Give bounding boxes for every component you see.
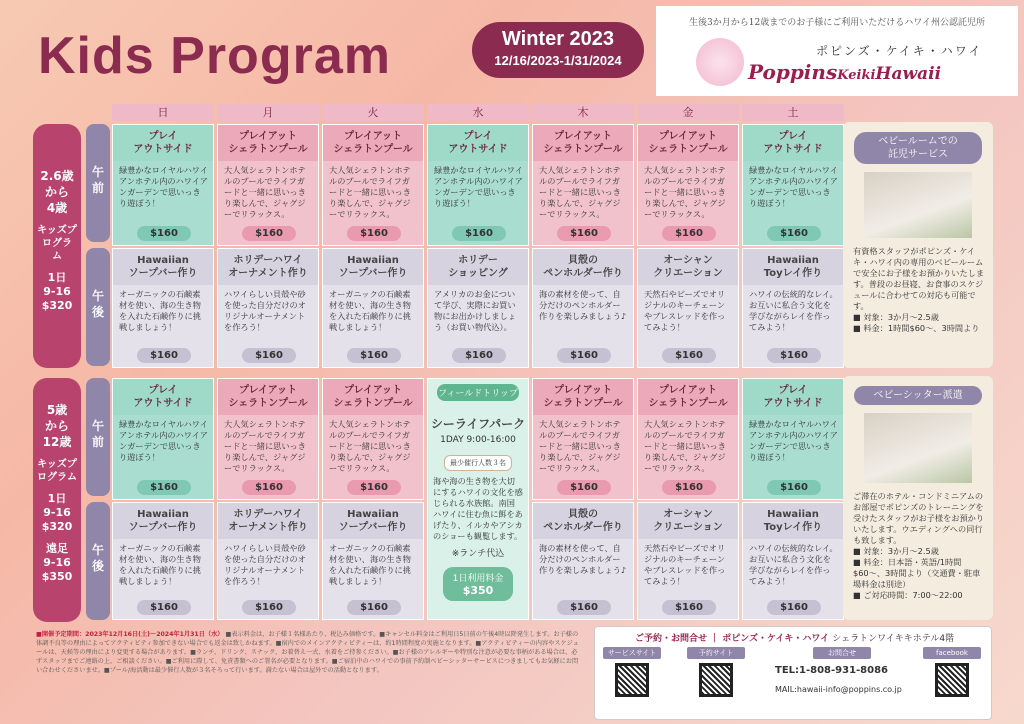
field-trip-min: 最少催行人数３名	[444, 455, 512, 471]
activity-price: $160	[557, 480, 611, 495]
facebook-button[interactable]: facebook	[923, 647, 981, 659]
activity-cell	[322, 378, 424, 500]
activity-title: プレイ アウトサイド	[113, 125, 213, 161]
activity-text: 大人気シェラトンホテルのプールでライフガードと一緒に思いっきり楽しんで、ジャグジーでリラックス。	[224, 165, 306, 219]
activity-price: $160	[137, 480, 191, 495]
activity-text: 緑豊かなロイヤルハワイアンホテル内のハワイアンガーデンで思いっきり遊ぼう！	[434, 165, 523, 208]
contact-phone: TEL:1-808-931-8086	[775, 665, 889, 676]
activity-title: オーシャン クリエーション	[638, 503, 738, 539]
babysitter-photo	[864, 413, 972, 483]
activity-price: $160	[662, 600, 716, 615]
activity-text: オーガニックの石鹸素材を使い、海の生き物を入れた石鹸作りに挑戦しましょう！	[119, 543, 201, 586]
activity-cell	[112, 248, 214, 368]
field-trip-name: シーライフパーク	[430, 417, 526, 431]
activity-price: $160	[347, 480, 401, 495]
activity-price: $160	[662, 348, 716, 363]
activity-title: Hawaiian ソープバー作り	[113, 249, 213, 285]
activity-price: $160	[557, 600, 611, 615]
group1-program: キッズプ ログラ ム	[37, 225, 77, 262]
field-trip-price-label: 1日利用料金	[452, 574, 504, 584]
activity-title: オーシャン クリエーション	[638, 249, 738, 285]
session-label: 午 前	[86, 378, 110, 496]
activity-title: Hawaiian Toyレイ作り	[743, 503, 843, 539]
session-label: 午 前	[86, 124, 110, 242]
activity-text: 緑豊かなロイヤルハワイアンホテル内のハワイアンガーデンで思いっきり遊ぼう！	[749, 165, 838, 208]
poppins-logo-icon	[696, 38, 744, 86]
activity-cell	[217, 124, 319, 246]
day-header: 金	[637, 104, 739, 121]
activity-price: $160	[452, 226, 506, 241]
activity-price: $160	[767, 480, 821, 495]
contact-title	[635, 631, 991, 644]
field-trip-text: 海や海の生き物を大切にするハワイの文化を感じられる水族館。南国ハワイに住む魚に餌をあげたり、イルカやアシカのショーも観覧します。	[433, 476, 523, 541]
season-badge	[472, 22, 644, 78]
footer-lead: ■開催予定期間：2023年12月16日(土)〜2024年1月31日（水）	[36, 631, 224, 638]
activity-title: Hawaiian ソープバー作り	[323, 503, 423, 539]
activity-cell	[217, 378, 319, 500]
activity-title: プレイアット シェラトンプール	[638, 125, 738, 161]
field-trip-lunch: ※ランチ代込	[451, 549, 505, 559]
field-trip-price-box	[443, 567, 513, 601]
activity-text: 大人気シェラトンホテルのプールでライフガードと一緒に思いっきり楽しんで、ジャグジーでリラックス。	[644, 165, 726, 219]
logo-box	[656, 6, 1018, 96]
logo-tagline: 生後3か月から12歳までのお子様にご利用いただけるハワイ州公認託児所	[689, 18, 985, 28]
group1-age: 2.6歳 から 4歳	[40, 169, 74, 215]
activity-price: $160	[767, 600, 821, 615]
activity-cell	[322, 502, 424, 620]
group2-label	[33, 378, 81, 622]
logo-brand-3: Hawaii	[875, 64, 942, 84]
activity-text: アメリカのお金について学び、実際にお買い物にお出かけしましょう（お買い物代込）。	[434, 289, 516, 332]
logo-brand-1: Poppins	[748, 60, 838, 84]
season-dates: 12/16/2023-1/31/2024	[494, 53, 622, 68]
activity-price: $160	[137, 226, 191, 241]
qr-code-icon[interactable]	[699, 663, 733, 697]
logo-brand	[748, 60, 941, 84]
activity-cell	[742, 124, 844, 246]
activity-price: $160	[137, 348, 191, 363]
activity-text: ハワイらしい貝殻や砂を使った自分だけのオリジナルオーナメントを作ろう！	[224, 289, 306, 332]
qr-code-icon[interactable]	[935, 663, 969, 697]
activity-text: 大人気シェラトンホテルのプールでライフガードと一緒に思いっきり楽しんで、ジャグジーでリラックス。	[539, 165, 621, 219]
activity-text: オーガニックの石鹸素材を使い、海の生き物を入れた石鹸作りに挑戦しましょう！	[329, 543, 411, 586]
activity-price: $160	[557, 348, 611, 363]
day-header: 土	[742, 104, 844, 121]
day-header: 木	[532, 104, 634, 121]
activity-cell	[637, 378, 739, 500]
field-trip-tag: フィールドトリップ	[437, 384, 519, 401]
activity-price: $160	[347, 600, 401, 615]
activity-title: Hawaiian ソープバー作り	[113, 503, 213, 539]
activity-title: プレイアット シェラトンプール	[323, 379, 423, 415]
activity-cell	[742, 378, 844, 500]
activity-title: プレイ アウトサイド	[428, 125, 528, 161]
activity-cell	[112, 378, 214, 500]
activity-cell	[532, 248, 634, 368]
activity-cell	[217, 502, 319, 620]
baby-room-text: 有資格スタッフがポピンズ・ケイキ・ハワイ内の専用のベビールームで安全にお子様をお預かりいたします。普段のお昼寝、お食事のスケジュールに合わせての対応も可能です。 ■ 対象：3か月〜2.5歳 ■ 料金：1時間$60〜、3時間より	[853, 246, 985, 333]
activity-price: $160	[452, 348, 506, 363]
activity-cell	[322, 248, 424, 368]
activity-cell	[112, 124, 214, 246]
group2-fee: 1日 9-16 $320	[41, 492, 73, 533]
activity-cell	[112, 502, 214, 620]
activity-text: ハワイの伝統的なレイ。お互いに私合う文化を学びながらレイを作ってみよう！	[749, 289, 838, 332]
activity-text: 緑豊かなロイヤルハワイアンホテル内のハワイアンガーデンで思いっきり遊ぼう！	[119, 165, 208, 208]
booking-site-button[interactable]: 予約サイト	[687, 647, 745, 659]
qr-code-icon[interactable]	[615, 663, 649, 697]
baby-room-photo	[864, 172, 972, 238]
activity-price: $160	[242, 226, 296, 241]
activity-price: $160	[137, 600, 191, 615]
activity-title: 貝殻の ペンホルダー作り	[533, 249, 633, 285]
activity-text: ハワイの伝統的なレイ。お互いに私合う文化を学びながらレイを作ってみよう！	[749, 543, 838, 586]
activity-cell	[427, 124, 529, 246]
activity-price: $160	[347, 348, 401, 363]
group1-label	[33, 124, 81, 368]
service-site-button[interactable]: サービスサイト	[603, 647, 661, 659]
activity-title: プレイアット シェラトンプール	[218, 379, 318, 415]
activity-price: $160	[242, 600, 296, 615]
activity-title: プレイアット シェラトンプール	[218, 125, 318, 161]
baby-room-panel	[843, 122, 993, 368]
page-title: Kids Program	[38, 27, 391, 85]
activity-price: $160	[767, 226, 821, 241]
day-header: 火	[322, 104, 424, 121]
activity-price: $160	[242, 480, 296, 495]
activity-title: プレイアット シェラトンプール	[323, 125, 423, 161]
activity-title: プレイアット シェラトンプール	[533, 125, 633, 161]
activity-cell	[427, 248, 529, 368]
contact-location: シェラトンワイキキホテル4階	[832, 634, 955, 644]
group2-fee2: 遠足 9-16 $350	[41, 542, 73, 583]
contact-email: MAIL:hawaii-info@poppins.co.jp	[775, 685, 902, 694]
activity-text: 天然石やビーズでオリジナルのキーチェーンやブレスレッドを作ってみよう！	[644, 289, 726, 332]
babysitter-title: ベビーシッター派遣	[854, 386, 982, 405]
activity-text: 緑豊かなロイヤルハワイアンホテル内のハワイアンガーデンで思いっきり遊ぼう！	[119, 419, 208, 462]
field-trip-time: 1DAY 9:00-16:00	[440, 435, 516, 445]
field-trip-price: $350	[462, 584, 494, 597]
activity-text: 大人気シェラトンホテルのプールでライフガードと一緒に思いっきり楽しんで、ジャグジーでリラックス。	[224, 419, 306, 473]
activity-text: 大人気シェラトンホテルのプールでライフガードと一緒に思いっきり楽しんで、ジャグジーでリラックス。	[329, 419, 411, 473]
day-header: 月	[217, 104, 319, 121]
activity-text: 大人気シェラトンホテルのプールでライフガードと一緒に思いっきり楽しんで、ジャグジーでリラックス。	[329, 165, 411, 219]
group1-fee: 1日 9-16 $320	[41, 271, 73, 312]
activity-title: プレイアット シェラトンプール	[533, 379, 633, 415]
activity-price: $160	[662, 226, 716, 241]
activity-price: $160	[767, 348, 821, 363]
inquiry-button[interactable]: お問合せ	[813, 647, 871, 659]
logo-kana: ポピンズ・ケイキ・ハワイ	[816, 44, 983, 58]
activity-text: 海の素材を使って、自分だけのペンホルダー作りを楽しみましょう♪	[539, 543, 627, 575]
activity-text: 緑豊かなロイヤルハワイアンホテル内のハワイアンガーデンで思いっきり遊ぼう！	[749, 419, 838, 462]
activity-cell	[532, 378, 634, 500]
baby-room-title: ベビールームでの 託児サービス	[854, 132, 982, 164]
contact-box	[594, 626, 992, 720]
activity-title: ホリデー ショッピング	[428, 249, 528, 285]
activity-price: $160	[347, 226, 401, 241]
field-trip-card	[427, 378, 529, 620]
activity-title: ホリデーハワイ オーナメント作り	[218, 249, 318, 285]
activity-title: プレイ アウトサイド	[743, 379, 843, 415]
activity-cell	[637, 124, 739, 246]
logo-brand-2: Keiki	[837, 68, 876, 83]
babysitter-text: ご滞在のホテル・コンドミニアムのお部屋でポピンズのトレーニングを受けたスタッフがお子様をお預かりいたします。ウエディングへの同行も致します。 ■ 対象：3か月〜2.5歳 ■ 料金：日本語・英語/1時間$60〜、3時間より（交通費・駐車場料金は別途） ■ ご対応時間：7:00〜22:00	[853, 491, 985, 600]
activity-cell	[532, 124, 634, 246]
day-header: 日	[112, 104, 214, 121]
group2-age: 5歳 から 12歳	[42, 403, 72, 449]
activity-title: 貝殻の ペンホルダー作り	[533, 503, 633, 539]
day-header: 水	[427, 104, 529, 121]
activity-cell	[742, 248, 844, 368]
activity-cell	[322, 124, 424, 246]
session-label: 午 後	[86, 502, 110, 620]
activity-title: プレイ アウトサイド	[743, 125, 843, 161]
activity-text: オーガニックの石鹸素材を使い、海の生き物を入れた石鹸作りに挑戦しましょう！	[329, 289, 411, 332]
activity-cell	[217, 248, 319, 368]
activity-text: 海の素材を使って、自分だけのペンホルダー作りを楽しみましょう♪	[539, 289, 627, 321]
activity-text: オーガニックの石鹸素材を使い、海の生き物を入れた石鹸作りに挑戦しましょう！	[119, 289, 201, 332]
activity-cell	[532, 502, 634, 620]
session-label: 午 後	[86, 248, 110, 366]
activity-price: $160	[662, 480, 716, 495]
activity-text: ハワイらしい貝殻や砂を使った自分だけのオリジナルオーナメントを作ろう！	[224, 543, 306, 586]
babysitter-panel	[843, 376, 993, 620]
contact-title-text: ご予約・お問合せ ｜ ポピンズ・ケイキ・ハワイ	[635, 634, 830, 644]
footer-text: ■表示料金は、お子様１名様あたり、税込み価格です。■キャンセル料金はご利用日5日前の午後4時以降発生します。お子様の体調不良等の理由によってアクティビティ参加できない場合でも返金は致しかねます。■宿内でのメインアクティビティーは、約1時間程度の実施となります。■アクティビティーの内容やスケジュールは、天候等の理由により変更する場合があります。■ランチ、ドリンク、スナック、お着替え一式、水着をご持参ください。■お子様のアレルギーや特別な注意が必要な事柄がある場合は、必ずスタッフまでご連絡の上、ご相談ください。■ご利用に際して、免責書類へのご署名が必要となります。■ご宿泊中のハワイでの事前予約制ベビーシッターサービスにつきましてもお気軽にお問い合わせくださいませ。■プール/海活動は最少催行人数が３名そろって行います。満たない場合は屋外での活動となります。	[36, 631, 579, 674]
season-name: Winter 2023	[501, 28, 615, 50]
activity-title: Hawaiian ソープバー作り	[323, 249, 423, 285]
activity-cell	[637, 502, 739, 620]
activity-text: 天然石やビーズでオリジナルのキーチェーンやブレスレッドを作ってみよう！	[644, 543, 726, 586]
group2-program: キッズプ ログラム	[37, 459, 77, 483]
activity-text: 大人気シェラトンホテルのプールでライフガードと一緒に思いっきり楽しんで、ジャグジーでリラックス。	[644, 419, 726, 473]
activity-price: $160	[557, 226, 611, 241]
activity-cell	[637, 248, 739, 368]
activity-title: プレイアット シェラトンプール	[638, 379, 738, 415]
activity-title: ホリデーハワイ オーナメント作り	[218, 503, 318, 539]
activity-price: $160	[242, 348, 296, 363]
activity-title: Hawaiian Toyレイ作り	[743, 249, 843, 285]
activity-text: 大人気シェラトンホテルのプールでライフガードと一緒に思いっきり楽しんで、ジャグジーでリラックス。	[539, 419, 621, 473]
activity-cell	[742, 502, 844, 620]
activity-title: プレイ アウトサイド	[113, 379, 213, 415]
footer-notes	[36, 630, 582, 675]
